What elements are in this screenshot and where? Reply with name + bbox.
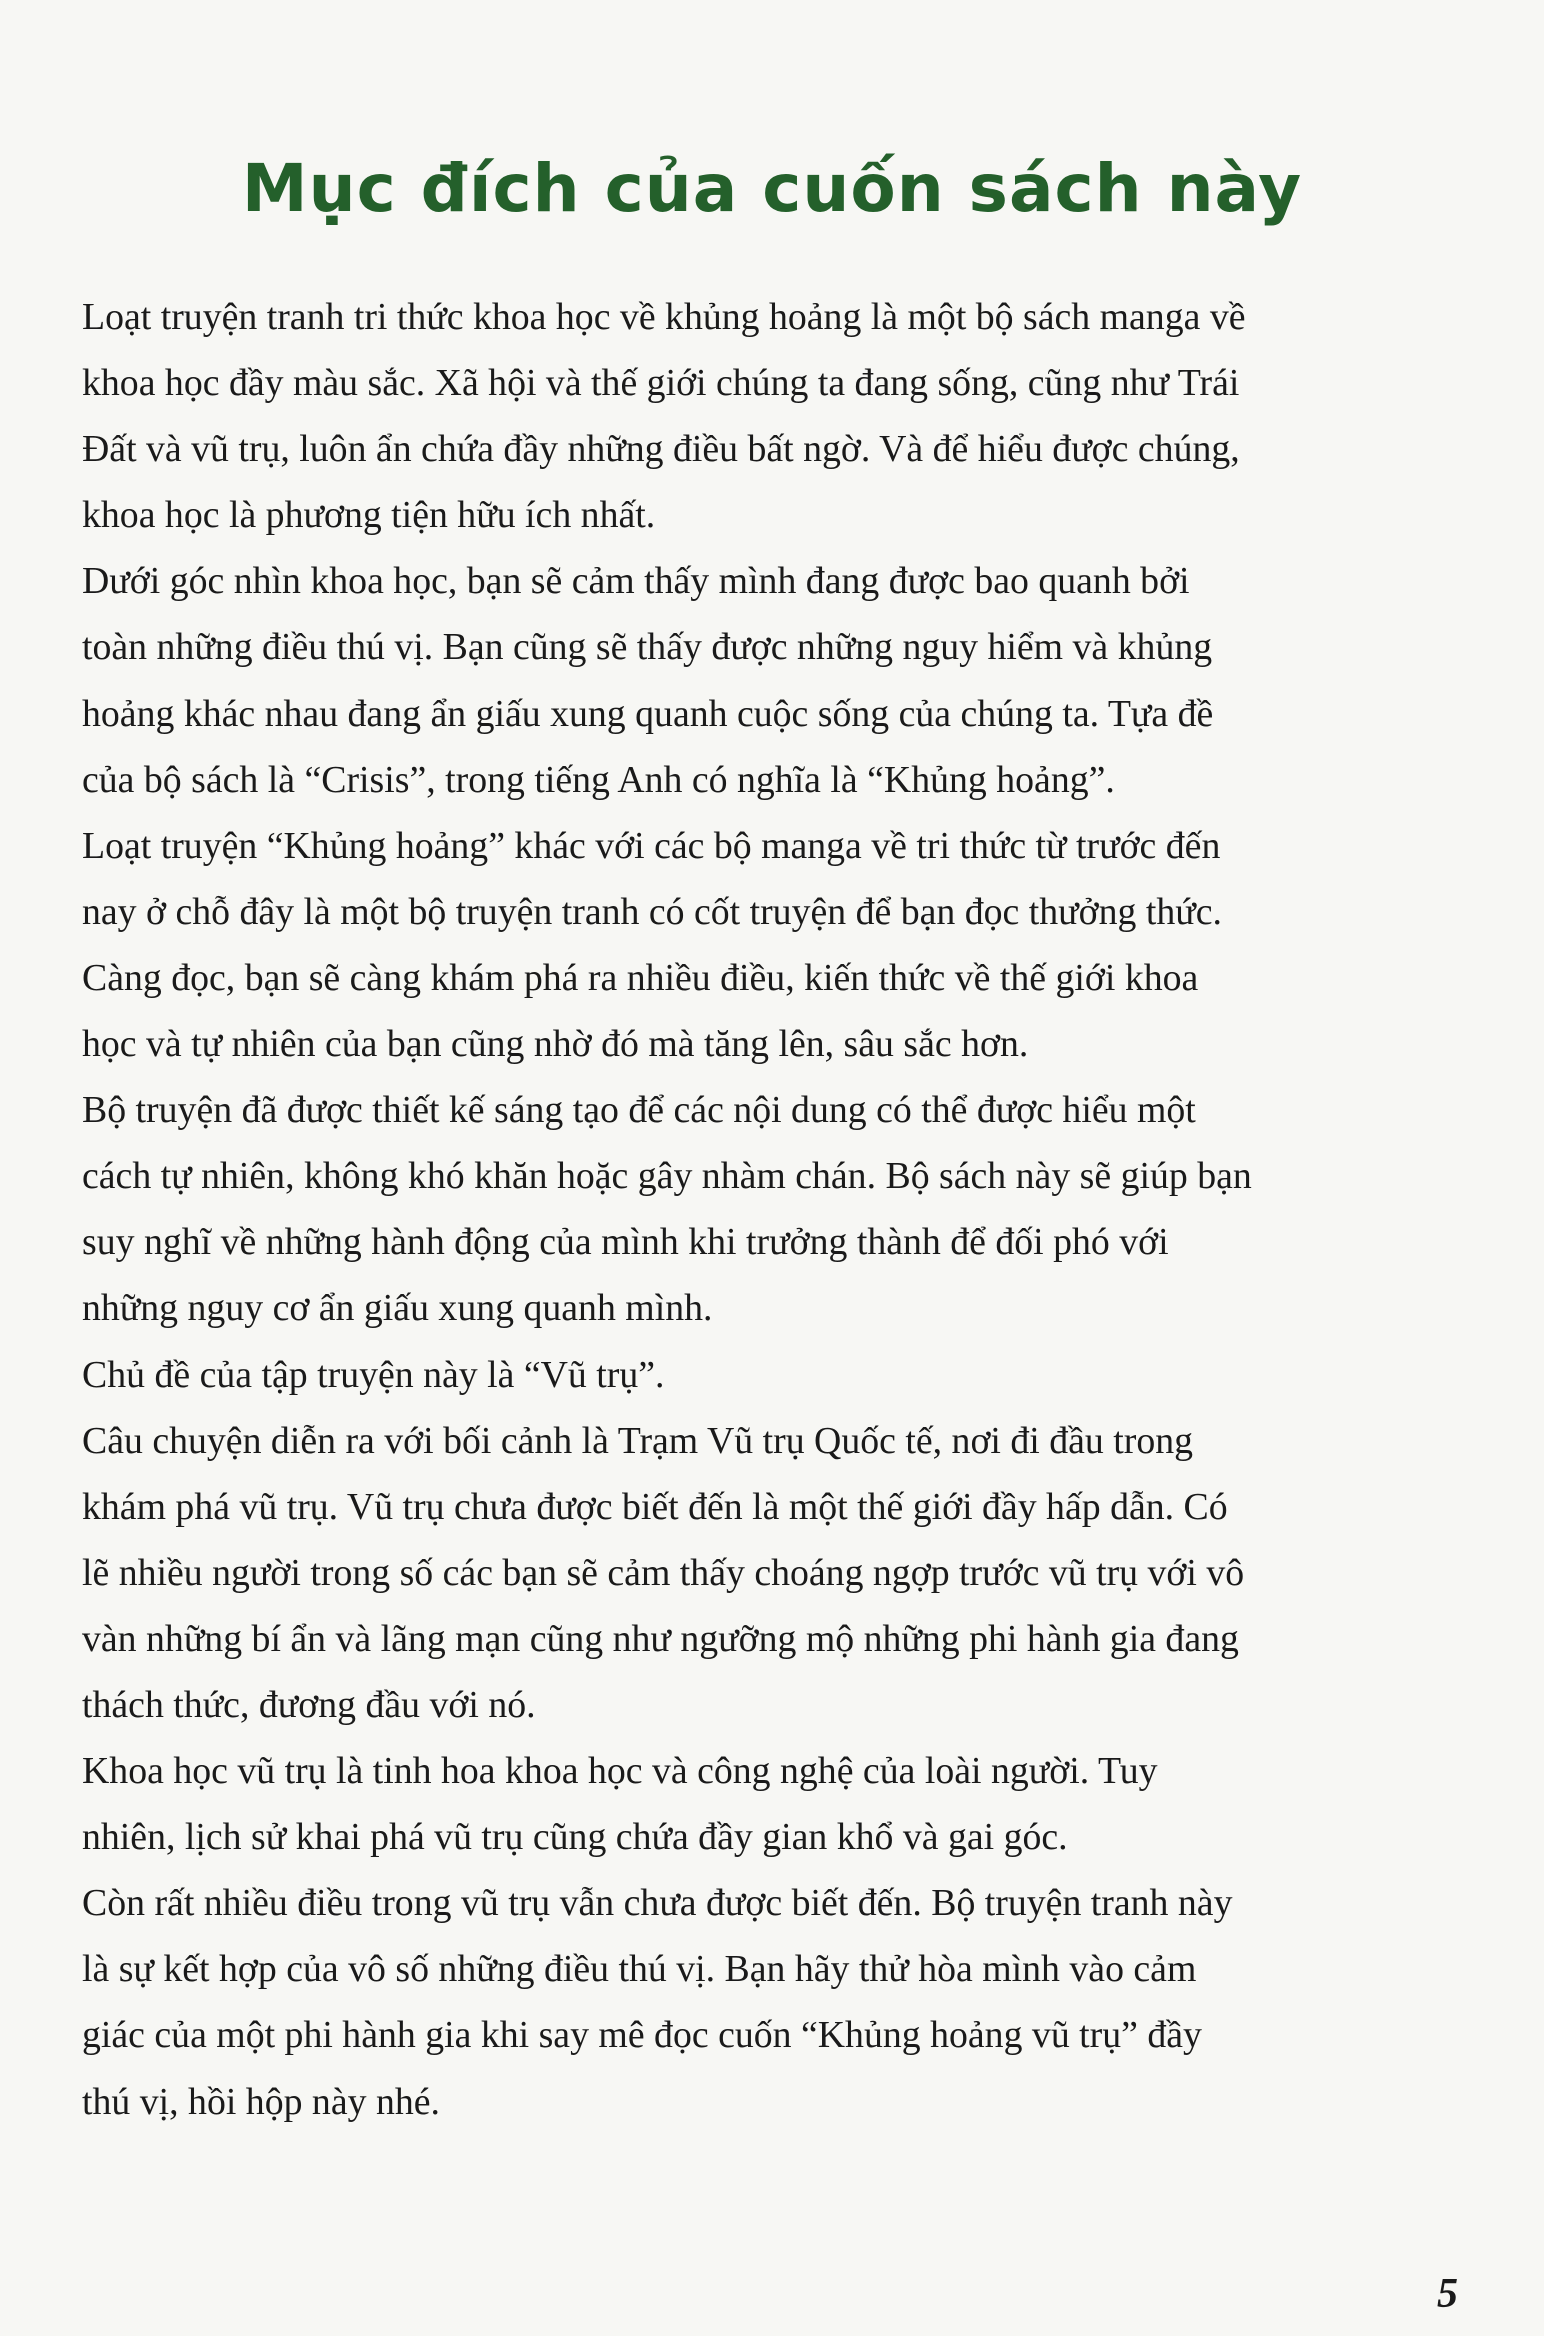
- text-line: nhiên, lịch sử khai phá vũ trụ cũng chứa đầy gian khổ và gai góc.: [82, 1816, 1068, 1859]
- text-line: lẽ nhiều người trong số các bạn sẽ cảm thấy choáng ngợp trước vũ trụ với vô: [82, 1551, 1245, 1594]
- text-line: cách tự nhiên, không khó khăn hoặc gây nhàm chán. Bộ sách này sẽ giúp bạn: [82, 1155, 1252, 1198]
- text-line: thách thức, đương đầu với nó.: [82, 1683, 536, 1726]
- text-line: Câu chuyện diễn ra với bối cảnh là Trạm Vũ trụ Quốc tế, nơi đi đầu trong: [82, 1419, 1194, 1462]
- text-line: Đất và vũ trụ, luôn ẩn chứa đầy những điều bất ngờ. Và để hiểu được chúng,: [82, 428, 1240, 471]
- text-line: Dưới góc nhìn khoa học, bạn sẽ cảm thấy mình đang được bao quanh bởi: [82, 560, 1190, 603]
- text-line: khoa học đầy màu sắc. Xã hội và thế giới chúng ta đang sống, cũng như Trái: [82, 362, 1240, 405]
- text-line: nay ở chỗ đây là một bộ truyện tranh có cốt truyện để bạn đọc thưởng thức.: [82, 890, 1222, 933]
- page-number: 5: [1437, 2271, 1458, 2317]
- text-line: giác của một phi hành gia khi say mê đọc cuốn “Khủng hoảng vũ trụ” đầy: [82, 2014, 1202, 2057]
- text-line: Khoa học vũ trụ là tinh hoa khoa học và công nghệ của loài người. Tuy: [82, 1750, 1158, 1793]
- text-line: những nguy cơ ẩn giấu xung quanh mình.: [82, 1287, 713, 1330]
- text-line: học và tự nhiên của bạn cũng nhờ đó mà tăng lên, sâu sắc hơn.: [82, 1023, 1029, 1066]
- page-title: Mục đích của cuốn sách này: [241, 150, 1303, 227]
- text-line: Chủ đề của tập truyện này là “Vũ trụ”.: [82, 1353, 665, 1396]
- text-line: của bộ sách là “Crisis”, trong tiếng Anh có nghĩa là “Khủng hoảng”.: [82, 758, 1115, 801]
- text-line: Loạt truyện “Khủng hoảng” khác với các bộ manga về tri thức từ trước đến: [82, 824, 1221, 867]
- text-line: Còn rất nhiều điều trong vũ trụ vẫn chưa được biết đến. Bộ truyện tranh này: [82, 1882, 1233, 1925]
- text-line: vàn những bí ẩn và lãng mạn cũng như ngưỡng mộ những phi hành gia đang: [82, 1617, 1239, 1660]
- text-line: là sự kết hợp của vô số những điều thú vị. Bạn hãy thử hòa mình vào cảm: [82, 1948, 1197, 1991]
- text-line: Loạt truyện tranh tri thức khoa học về khủng hoảng là một bộ sách manga về: [82, 296, 1246, 338]
- text-line: toàn những điều thú vị. Bạn cũng sẽ thấy được những nguy hiểm và khủng: [82, 626, 1213, 669]
- body-text: [82, 284, 1467, 2135]
- text-line: hoảng khác nhau đang ẩn giấu xung quanh cuộc sống của chúng ta. Tựa đề: [82, 692, 1214, 735]
- text-line: Càng đọc, bạn sẽ càng khám phá ra nhiều điều, kiến thức về thế giới khoa: [82, 956, 1199, 999]
- text-line: Bộ truyện đã được thiết kế sáng tạo để các nội dung có thể được hiểu một: [82, 1089, 1196, 1132]
- text-line: suy nghĩ về những hành động của mình khi trưởng thành để đối phó với: [82, 1221, 1169, 1264]
- text-line: khám phá vũ trụ. Vũ trụ chưa được biết đến là một thế giới đầy hấp dẫn. Có: [82, 1485, 1228, 1528]
- text-line: khoa học là phương tiện hữu ích nhất.: [82, 494, 656, 537]
- text-line: thú vị, hồi hộp này nhé.: [82, 2080, 440, 2123]
